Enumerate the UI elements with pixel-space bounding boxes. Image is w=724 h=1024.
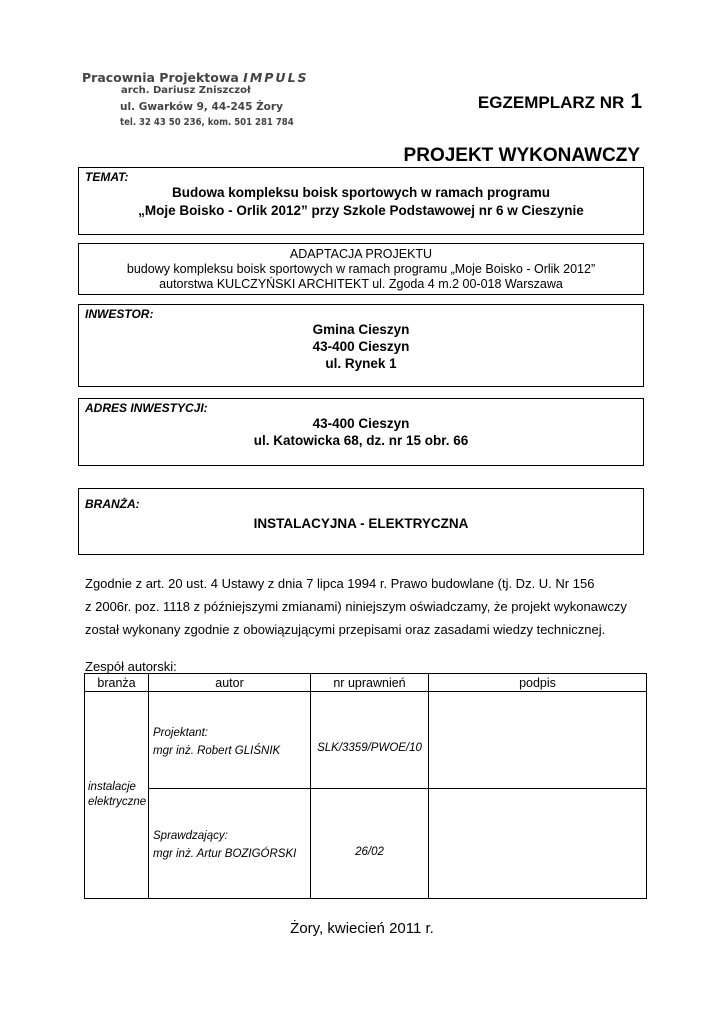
author-name: mgr inż. Artur BOZIGÓRSKI [153,848,297,860]
temat-line-2: „Moje Boisko - Orlik 2012” przy Szkole Podstawowej nr 6 w Cieszynie [138,203,584,218]
header-license: nr uprawnień [311,674,429,692]
investor-line-3: ul. Rynek 1 [325,356,397,371]
license-number: SLK/3359/PWOE/10 [317,742,422,754]
branch-cell [85,692,149,899]
authors-table [84,673,647,899]
branch-cell-text: instalacje elektryczne [88,781,147,808]
statement-line-1: Zgodnie z art. 20 ust. 4 Ustawy z dnia 7 lipca 1994 r. Prawo budowlane (tj. Dz. U. Nr 156 [85,576,595,591]
temat-line-1: Budowa kompleksu boisk sportowych w ramach programu [171,185,551,200]
signature-cell [429,692,647,789]
address-line-1: 43-400 Cieszyn [312,416,410,431]
branch-value: INSTALACYJNA - ELEKTRYCZNA [253,516,469,531]
address-box [78,398,644,466]
table-row [85,789,647,899]
statement-line-2: z 2006r. poz. 1118 z późniejszymi zmianami) niniejszym oświadczamy, że projekt wykonawczy [85,599,627,614]
temat-label: TEMAT: [85,170,129,184]
stamp-line-4: tel. 32 43 50 236, kom. 501 281 784 [120,117,294,128]
stamp-line-1: Pracownia Projektowa IMPULS [82,70,309,85]
license-number: 26/02 [355,846,384,858]
investor-line-1: Gmina Cieszyn [312,322,410,337]
table-row [85,692,647,789]
author-name: mgr inż. Robert GLIŚNIK [153,745,281,757]
header-author: autor [149,674,311,692]
team-title: Zespół autorski: [85,659,177,674]
adaptation-line-2: budowy kompleksu boisk sportowych w ramach programu „Moje Boisko - Orlik 2012” [126,262,596,276]
project-type-title: PROJEKT WYKONAWCZY [403,145,640,166]
header-branch: branża [85,674,149,692]
legal-statement [85,572,643,641]
author-cell [149,692,311,789]
adaptation-box [78,243,644,295]
license-cell [311,692,429,789]
investor-line-2: 43-400 Cieszyn [312,339,410,354]
adaptation-line-3: autorstwa KULCZYŃSKI ARCHITEKT ul. Zgoda 4 m.2 00-018 Warszawa [159,277,563,291]
copy-number-value: 1 [630,90,642,113]
investor-label: INWESTOR: [85,307,154,321]
investor-box [78,304,644,387]
statement-line-3: został wykonany zgodnie z obowiązującymi przepisami oraz zasadami wiedzy technicznej. [85,622,606,637]
copy-label: EGZEMPLARZ NR [477,93,625,112]
place-and-date: Żory, kwiecień 2011 r. [290,920,434,937]
author-role: Projektant: [153,727,208,739]
address-line-2: ul. Katowicka 68, dz. nr 15 obr. 66 [253,433,469,448]
copy-number [478,90,642,114]
adaptation-line-1: ADAPTACJA PROJEKTU [289,247,433,261]
stamp-brand: IMPULS [243,70,309,85]
adaptation-text [79,247,643,292]
temat-box [78,167,644,235]
author-cell [149,789,311,899]
signature-cell [429,789,647,899]
author-role: Sprawdzający: [153,830,228,842]
header-signature: podpis [429,674,647,692]
branch-label: BRANŻA: [85,497,140,511]
table-header-row [85,674,647,692]
address-label: ADRES INWESTYCJI: [85,401,208,415]
license-cell [311,789,429,899]
branch-box [78,488,644,555]
stamp-line-3: ul. Gwarków 9, 44-245 Żory [120,101,283,113]
stamp-line-2: arch. Dariusz Zniszczoł [121,85,251,96]
